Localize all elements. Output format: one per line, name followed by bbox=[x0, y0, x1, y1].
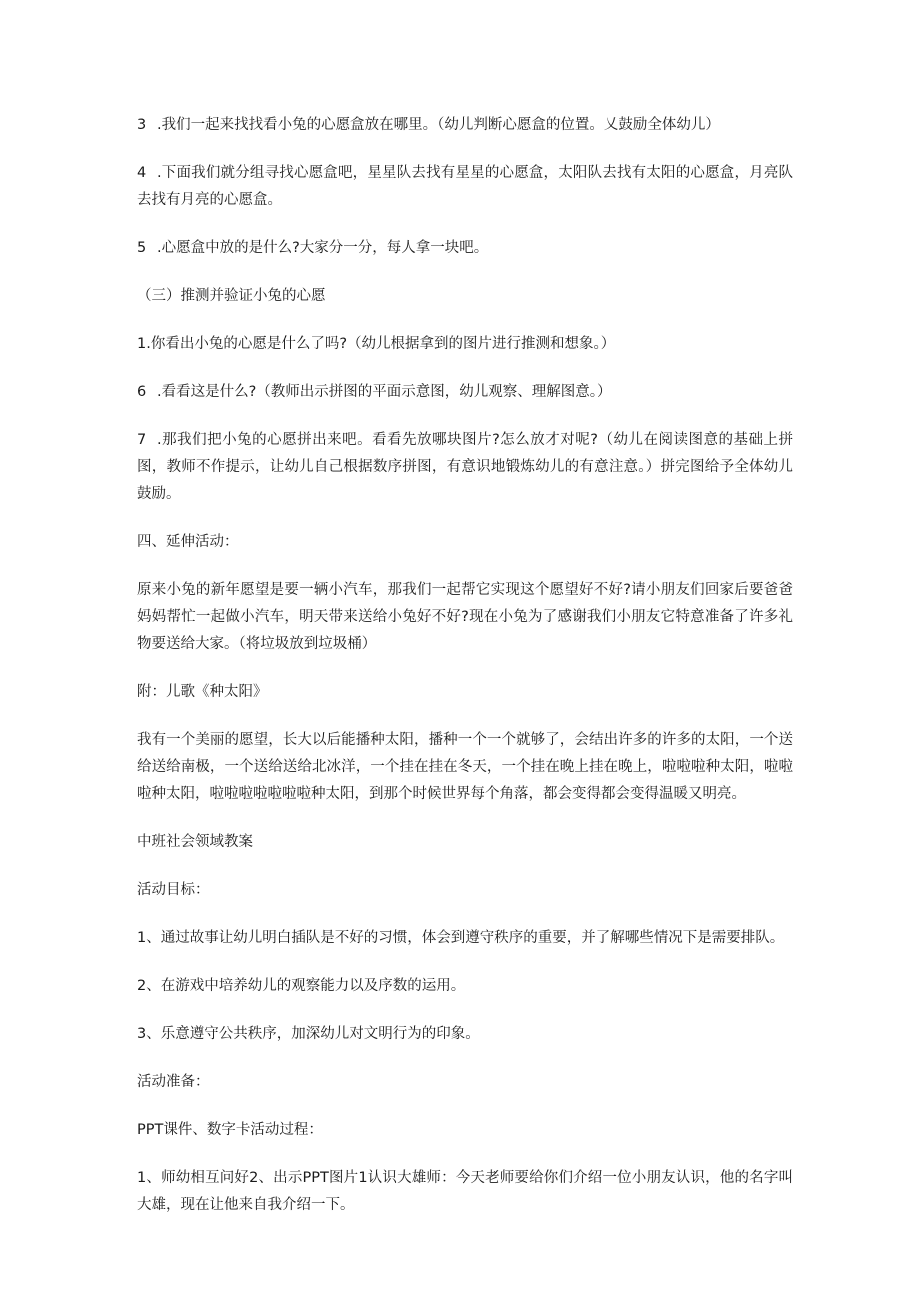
heading-text: 活动准备： bbox=[137, 1074, 210, 1090]
heading-text: 活动目标： bbox=[137, 882, 210, 898]
paragraph-text: .看看这是什么?（教师出示拼图的平面示意图，幼儿观察、理解图意。） bbox=[157, 384, 612, 400]
preparation-text bbox=[137, 1117, 793, 1144]
heading-text: 附：儿歌《种太阳》 bbox=[137, 684, 268, 700]
heading-text: 四、延伸活动： bbox=[137, 534, 239, 550]
goal-item-3 bbox=[137, 1021, 793, 1048]
song-lyrics bbox=[137, 727, 793, 808]
document-body bbox=[137, 112, 793, 1240]
paragraph-step-7 bbox=[137, 427, 793, 508]
process-step-1 bbox=[137, 1165, 793, 1219]
paragraph-question-1 bbox=[137, 331, 793, 358]
paragraph-text: .下面我们就分组寻找心愿盒吧，星星队去找有星星的心愿盒，太阳队去找有太阳的心愿盒，月亮队去找有月亮的心愿盒。 bbox=[137, 165, 793, 208]
paragraph-text: .心愿盒中放的是什么?大家分一分，每人拿一块吧。 bbox=[157, 240, 489, 256]
heading-text: （三）推测并验证小兔的心愿 bbox=[137, 288, 326, 304]
paragraph-text: .我们一起来找找看小兔的心愿盒放在哪里。（幼儿判断心愿盒的位置。乂鼓励全体幼儿） bbox=[157, 117, 720, 133]
goal-item-1 bbox=[137, 925, 793, 952]
step-number: 4 bbox=[137, 165, 147, 181]
paragraph-step-5 bbox=[137, 235, 793, 262]
paragraph-step-3 bbox=[137, 112, 793, 139]
paragraph-text: 1、通过故事让幼儿明白插队是不好的习惯，体会到遵守秩序的重要，并了解哪些情况下是需要排队。 bbox=[137, 930, 785, 946]
step-number: 3 bbox=[137, 117, 147, 133]
paragraph-extension bbox=[137, 577, 793, 658]
appendix-heading bbox=[137, 679, 793, 706]
lesson-title bbox=[137, 829, 793, 856]
preparation-heading bbox=[137, 1069, 793, 1096]
paragraph-text: 2、在游戏中培养幼儿的观察能力以及序数的运用。 bbox=[137, 978, 466, 994]
paragraph-text: 原来小兔的新年愿望是要一辆小汽车，那我们一起帮它实现这个愿望好不好?请小朋友们回家后要爸爸妈妈帮忙一起做小汽车，明天带来送给小兔好不好?现在小兔为了感谢我们小朋友它特意准备了许多礼物要送给大家。（将垃圾放到垃圾桶） bbox=[137, 582, 793, 652]
paragraph-text: .那我们把小兔的心愿拼出来吧。看看先放哪块图片?怎么放才对呢?（幼儿在阅读图意的基础上拼图，教师不作提示，让幼儿自己根据数序拼图，有意识地锻炼幼儿的有意注意。）拼完图给予全体幼儿鼓励。 bbox=[137, 432, 793, 502]
goals-heading bbox=[137, 877, 793, 904]
paragraph-text: 1.你看出小兔的心愿是什么了吗?（幼儿根据拿到的图片进行推测和想象。） bbox=[137, 336, 616, 352]
paragraph-step-4 bbox=[137, 160, 793, 214]
paragraph-text: 我有一个美丽的愿望，长大以后能播种太阳，播种一个一个就够了，会结出许多的许多的太阳，一个送给送给南极，一个送给送给北冰洋，一个挂在挂在冬天，一个挂在晚上挂在晚上，啦啦啦种太阳，啦啦啦种太阳，啦啦啦啦啦啦啦种太阳，到那个时候世界每个角落，都会变得都会变得温暖又明亮。 bbox=[137, 732, 793, 802]
step-number: 6 bbox=[137, 384, 147, 400]
heading-text: 中班社会领域教案 bbox=[137, 834, 253, 850]
step-number: 5 bbox=[137, 240, 147, 256]
section-heading-extension bbox=[137, 529, 793, 556]
paragraph-text: PPT课件、数字卡活动过程： bbox=[137, 1122, 323, 1138]
paragraph-step-6 bbox=[137, 379, 793, 406]
section-heading-3 bbox=[137, 283, 793, 310]
step-number: 7 bbox=[137, 432, 147, 448]
goal-item-2 bbox=[137, 973, 793, 1000]
paragraph-text: 3、乐意遵守公共秩序，加深幼儿对文明行为的印象。 bbox=[137, 1026, 480, 1042]
paragraph-text: 1、师幼相互问好2、出示PPT图片1认识大雄师：今天老师要给你们介绍一位小朋友认识，他的名字叫大雄，现在让他来自我介绍一下。 bbox=[137, 1170, 793, 1213]
